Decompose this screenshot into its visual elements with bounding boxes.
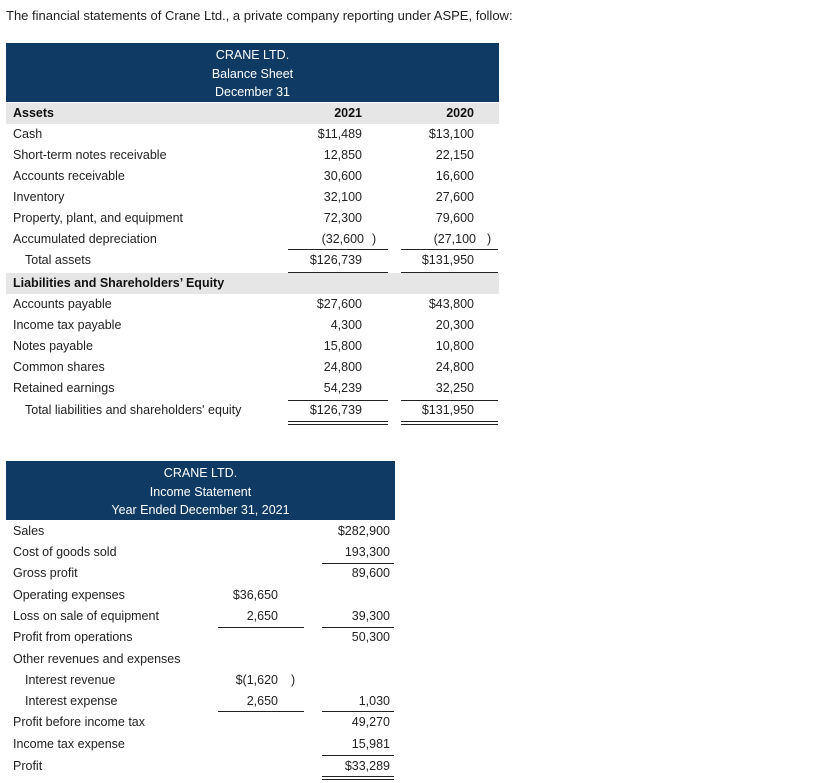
is-label: Operating expenses — [13, 588, 125, 602]
is-row — [0, 734, 410, 755]
is-row — [0, 563, 410, 584]
liability-value-2021: 15,800 — [323, 339, 362, 353]
is-mid-value: $(1,620 — [235, 673, 278, 687]
liability-value-2020: 32,250 — [435, 381, 474, 395]
is-mid-value: 2,650 — [246, 609, 278, 623]
balance-sheet-header — [6, 43, 499, 102]
asset-row — [0, 124, 510, 145]
asset-value-2020: (27,100 — [433, 232, 476, 246]
is-label: Sales — [13, 524, 45, 538]
is-label: Income tax expense — [13, 737, 125, 751]
total-liab-label: Total liabilities and shareholders' equity — [25, 403, 242, 417]
asset-value-2021: 30,600 — [323, 169, 362, 183]
is-line-loss-mid — [218, 627, 304, 628]
is-row — [0, 521, 410, 542]
asset-row — [0, 229, 510, 250]
liability-label: Common shares — [13, 360, 105, 374]
liab-total-line-2021 — [288, 421, 388, 425]
income-statement-header — [6, 461, 395, 520]
is-line-loss-right — [322, 627, 394, 628]
is-right-value: 15,981 — [351, 737, 390, 751]
is-statement-title: Income Statement — [149, 484, 252, 499]
total-assets-label: Total assets — [25, 253, 92, 267]
is-line-int-mid — [218, 711, 304, 712]
is-right-value: 50,300 — [351, 630, 390, 644]
is-row — [0, 585, 410, 606]
assets-subtotal-line-2020 — [401, 249, 498, 250]
is-row — [0, 542, 410, 563]
asset-value-2020: 16,600 — [435, 169, 474, 183]
asset-label: Inventory — [13, 190, 65, 204]
is-right-value: 39,300 — [351, 609, 390, 623]
is-label: Profit — [13, 759, 43, 773]
is-line-profit — [322, 776, 394, 780]
liability-value-2020: 20,300 — [435, 318, 474, 332]
liability-value-2021: $27,600 — [316, 297, 362, 311]
asset-row — [0, 145, 510, 166]
is-label: Gross profit — [13, 566, 78, 580]
is-right-value: $33,289 — [344, 759, 390, 773]
is-row — [0, 670, 410, 691]
is-mid-value: 2,650 — [246, 694, 278, 708]
total-liab-2021: $126,739 — [309, 403, 362, 417]
total-liab-row — [0, 400, 510, 421]
asset-label: Short-term notes receivable — [13, 148, 167, 162]
total-assets-2020: $131,950 — [421, 253, 474, 267]
total-assets-row — [0, 250, 510, 271]
liab-total-line-2020 — [401, 421, 498, 425]
liability-value-2020: 10,800 — [435, 339, 474, 353]
is-label: Interest expense — [25, 694, 118, 708]
liability-label: Accounts payable — [13, 297, 112, 311]
is-row — [0, 606, 410, 627]
is-right-value: 193,300 — [344, 545, 390, 559]
asset-label: Accounts receivable — [13, 169, 125, 183]
asset-value-2020: $13,100 — [428, 127, 474, 141]
assets-subtotal-line-2021 — [288, 249, 388, 250]
is-row — [0, 691, 410, 712]
bs-statement-title: Balance Sheet — [211, 66, 294, 81]
is-label: Other revenues and expenses — [13, 652, 181, 666]
asset-value-2021: 12,850 — [323, 148, 362, 162]
is-right-value: 1,030 — [358, 694, 390, 708]
is-row — [0, 712, 410, 733]
is-row — [0, 756, 410, 777]
is-label: Loss on sale of equipment — [13, 609, 159, 623]
asset-row — [0, 187, 510, 208]
liability-label: Notes payable — [13, 339, 93, 353]
total-liab-2020: $131,950 — [421, 403, 474, 417]
is-label: Interest revenue — [25, 673, 116, 687]
is-line-tax — [322, 755, 394, 756]
col-2020-label: 2020 — [446, 106, 474, 120]
is-right-value: 89,600 — [351, 566, 390, 580]
liab-label: Liabilities and Shareholders’ Equity — [13, 276, 225, 290]
intro-text: The financial statements of Crane Ltd., a private company reporting under ASPE, follow: — [6, 8, 513, 23]
liability-row — [0, 357, 510, 378]
is-line-int-right — [322, 711, 394, 712]
liab-subtotal-line-2021 — [288, 400, 388, 401]
is-company-name: CRANE LTD. — [163, 466, 238, 480]
liability-row — [0, 378, 510, 399]
liab-subtotal-line-2020 — [401, 400, 498, 401]
asset-value-2021: $11,489 — [317, 127, 362, 141]
total-assets-2021: $126,739 — [309, 253, 362, 267]
liability-value-2021: 24,800 — [323, 360, 362, 374]
is-label: Profit from operations — [13, 630, 133, 644]
paren-close-2020: ) — [487, 232, 492, 246]
asset-row — [0, 166, 510, 187]
liability-row — [0, 336, 510, 357]
bs-company-name: CRANE LTD. — [215, 48, 290, 62]
is-period: Year Ended December 31, 2021 — [111, 503, 290, 517]
liability-value-2020: 24,800 — [435, 360, 474, 374]
liability-value-2021: 54,239 — [323, 381, 362, 395]
asset-label: Cash — [13, 127, 43, 141]
liab-header-row — [0, 273, 510, 294]
liability-value-2021: 4,300 — [330, 318, 362, 332]
liability-label: Retained earnings — [13, 381, 115, 395]
is-row — [0, 649, 410, 670]
asset-row — [0, 208, 510, 229]
asset-label: Accumulated depreciation — [13, 232, 157, 246]
col-2021-label: 2021 — [334, 106, 362, 120]
liability-row — [0, 315, 510, 336]
is-line-cogs — [322, 563, 394, 564]
is-right-value: $282,900 — [337, 524, 390, 538]
paren-close-2021: ) — [372, 232, 377, 246]
assets-header-row — [0, 103, 510, 124]
asset-value-2021: 72,300 — [323, 211, 362, 225]
asset-value-2020: 79,600 — [435, 211, 474, 225]
is-row — [0, 627, 410, 648]
asset-value-2020: 27,600 — [435, 190, 474, 204]
asset-value-2021: (32,600 — [321, 232, 364, 246]
bs-date: December 31 — [214, 85, 291, 99]
is-mid-value: $36,650 — [232, 588, 278, 602]
is-right-value: 49,270 — [351, 715, 390, 729]
asset-value-2021: 32,100 — [323, 190, 362, 204]
is-label: Cost of goods sold — [13, 545, 117, 559]
asset-value-2020: 22,150 — [435, 148, 474, 162]
liability-row — [0, 294, 510, 315]
assets-label: Assets — [13, 106, 54, 120]
is-mid-paren-close: ) — [291, 673, 296, 687]
liability-value-2020: $43,800 — [428, 297, 474, 311]
asset-label: Property, plant, and equipment — [13, 211, 184, 225]
is-label: Profit before income tax — [13, 715, 146, 729]
liability-label: Income tax payable — [13, 318, 122, 332]
